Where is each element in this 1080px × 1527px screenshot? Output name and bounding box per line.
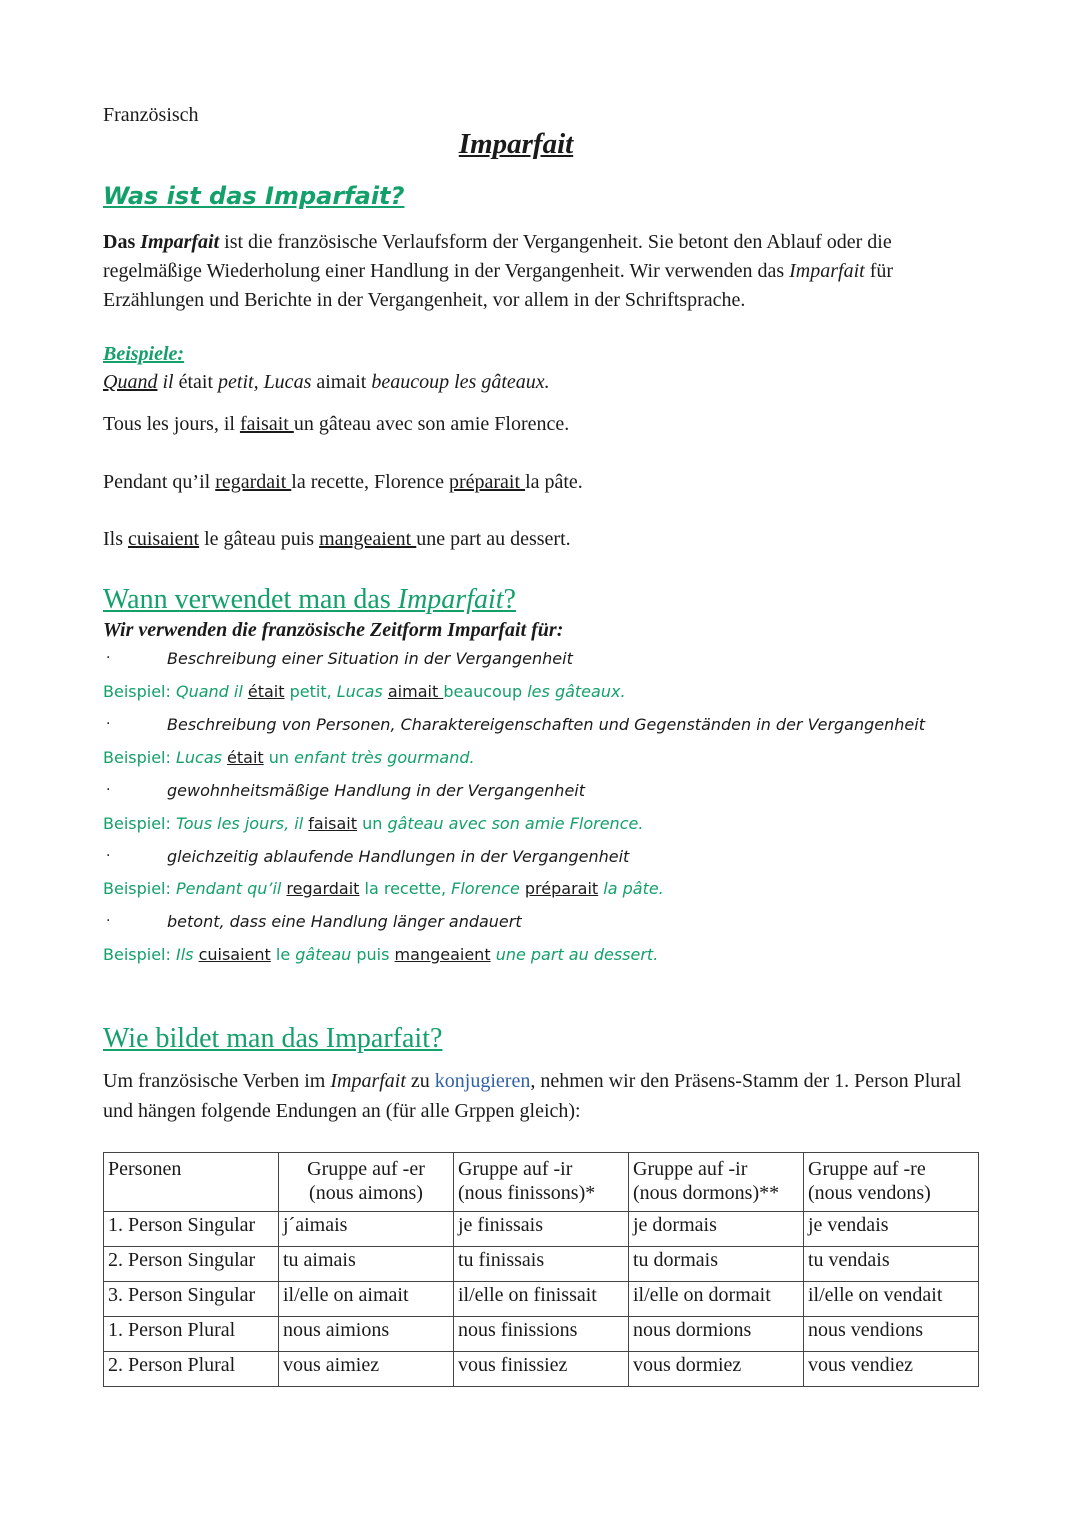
- usage-example-4: [103, 879, 664, 898]
- ex4-verb: cuisaient: [128, 528, 200, 550]
- ex-part: le: [270, 945, 296, 964]
- text-part: Imparfait: [330, 1070, 406, 1092]
- table-cell: nous aimions: [279, 1317, 454, 1352]
- header-text: (nous aimons): [309, 1182, 423, 1204]
- ex-part: Tous les jours, il: [175, 814, 309, 833]
- ex-label: Beispiel:: [103, 879, 176, 898]
- ex1-part: beaucoup les gâteaux.: [366, 371, 550, 393]
- intro-text-2: für Erzählungen und Berichte in der Vergangenheit, vor allem in der Schriftsprache.: [103, 260, 894, 311]
- ex2-part: Tous les jours, il: [103, 413, 240, 435]
- ex1-part: Quand: [103, 371, 158, 393]
- ex3-verb: préparait: [448, 471, 526, 493]
- ex-part: un: [263, 748, 295, 767]
- header-cell: [454, 1153, 629, 1212]
- ex4-verb: mangeaient: [319, 528, 417, 550]
- text-part: , nehmen wir den Präsens-Stamm der 1. Person Plural und hängen folgende Endungen an (für alle Grppen gleich):: [103, 1070, 962, 1122]
- ex3-part: Pendant qu’il: [103, 471, 216, 493]
- table-row: [104, 1247, 979, 1282]
- ex3-verb: regardait: [215, 471, 292, 493]
- ex-part: enfant très gourmand.: [294, 748, 475, 767]
- header-text: Gruppe auf -er: [307, 1158, 425, 1180]
- bullet-5: ·: [106, 913, 111, 929]
- ex-verb: était: [247, 682, 285, 701]
- usage-example-5: [103, 945, 658, 964]
- table-cell: il/elle on dormait: [629, 1282, 804, 1317]
- example-sentence-3: [103, 471, 583, 494]
- table-row: [104, 1282, 979, 1317]
- usage-item-2: Beschreibung von Personen, Charaktereigenschaften und Gegenständen in der Vergangenheit: [167, 715, 925, 734]
- section-heading-how: Wie bildet man das Imparfait?: [103, 1023, 443, 1054]
- table-cell: tu finissais: [454, 1247, 629, 1282]
- ex2-verb: faisait: [239, 413, 294, 435]
- header-text: (nous finissons)*: [458, 1182, 596, 1204]
- ex-part: petit,: [284, 682, 337, 701]
- intro-bold-italic: Imparfait: [140, 231, 220, 253]
- ex2-part: un gâteau avec son amie Florence.: [293, 413, 570, 435]
- header-cell: [279, 1153, 454, 1212]
- example-sentence-4: [103, 528, 571, 551]
- table-cell: tu dormais: [629, 1247, 804, 1282]
- formation-paragraph: [103, 1066, 963, 1126]
- header-text: Gruppe auf -re: [808, 1158, 926, 1180]
- section-heading-when: [103, 584, 516, 616]
- heading-part: ?: [503, 584, 516, 615]
- table-cell: j´aimais: [279, 1212, 454, 1247]
- text-part: Um französische Verben im: [103, 1070, 331, 1092]
- ex-part: Lucas: [175, 748, 228, 767]
- ex1-verb: était: [178, 371, 214, 393]
- table-row: [104, 1352, 979, 1387]
- ex-label: Beispiel:: [103, 748, 176, 767]
- ex-part: gâteau: [295, 945, 357, 964]
- table-cell: vous vendiez: [804, 1352, 979, 1387]
- konjugieren-link[interactable]: konjugieren: [434, 1070, 531, 1092]
- table-cell: vous finissiez: [454, 1352, 629, 1387]
- examples-label: Beispiele:: [103, 343, 185, 365]
- ex-part: les gâteaux.: [527, 682, 626, 701]
- table-cell: nous finissions: [454, 1317, 629, 1352]
- table-cell: il/elle on finissait: [454, 1282, 629, 1317]
- ex-part: puis: [356, 945, 395, 964]
- text-part: zu: [405, 1070, 435, 1092]
- table-header-row: [104, 1153, 979, 1212]
- table-cell: 2. Person Singular: [104, 1247, 279, 1282]
- header-cell: [104, 1153, 279, 1212]
- heading-part: Wann verwendet man das: [103, 584, 398, 615]
- usage-subheading: Wir verwenden die französische Zeitform Imparfait für:: [103, 619, 564, 641]
- table-cell: il/elle on vendait: [804, 1282, 979, 1317]
- table-cell: 2. Person Plural: [104, 1352, 279, 1387]
- bullet-4: ·: [106, 848, 111, 864]
- header-cell: [804, 1153, 979, 1212]
- example-sentence-2: [103, 413, 569, 436]
- bullet-1: ·: [106, 650, 111, 666]
- ex-part: Florence: [451, 879, 525, 898]
- ex-part: une part au dessert.: [495, 945, 659, 964]
- ex-part: Pendant qu’il: [175, 879, 287, 898]
- ex-part: la recette,: [359, 879, 452, 898]
- ex4-part: le gâteau puis: [199, 528, 320, 550]
- table-cell: je vendais: [804, 1212, 979, 1247]
- table-cell: nous vendions: [804, 1317, 979, 1352]
- ex-verb: préparait: [524, 879, 599, 898]
- ex1-verb: aimait: [316, 371, 367, 393]
- ex1-part: petit, Lucas: [213, 371, 317, 393]
- header-text: (nous vendons): [808, 1182, 931, 1204]
- ex-verb: mangeaient: [394, 945, 491, 964]
- table-cell: 3. Person Singular: [104, 1282, 279, 1317]
- ex-part: Ils: [175, 945, 199, 964]
- ex3-part: la pâte.: [525, 471, 583, 493]
- bullet-3: ·: [106, 782, 111, 798]
- ex3-part: la recette, Florence: [291, 471, 449, 493]
- table-cell: je dormais: [629, 1212, 804, 1247]
- table-row: [104, 1317, 979, 1352]
- header-text: (nous dormons)**: [633, 1182, 780, 1204]
- ex4-part: Ils: [103, 528, 128, 550]
- usage-item-1: Beschreibung einer Situation in der Vergangenheit: [167, 649, 573, 668]
- ex1-part: il: [157, 371, 179, 393]
- ex-part: beaucoup: [443, 682, 528, 701]
- heading-part: Imparfait: [397, 584, 504, 615]
- ex4-part: une part au dessert.: [416, 528, 571, 550]
- usage-example-2: [103, 748, 475, 767]
- intro-bold: Das: [103, 231, 141, 253]
- table-cell: 1. Person Singular: [104, 1212, 279, 1247]
- ex-part: la pâte.: [603, 879, 664, 898]
- header-text: Gruppe auf -ir: [633, 1158, 748, 1180]
- usage-item-3: gewohnheitsmäßige Handlung in der Vergangenheit: [167, 781, 586, 800]
- ex-part: un: [357, 814, 388, 833]
- table-cell: tu aimais: [279, 1247, 454, 1282]
- ex-verb: faisait: [308, 814, 358, 833]
- ex-part: Quand il: [175, 682, 248, 701]
- section-heading-what: Was ist das Imparfait?: [103, 182, 405, 210]
- conjugation-table: [103, 1152, 979, 1387]
- ex-verb: était: [227, 748, 264, 767]
- usage-item-5: betont, dass eine Handlung länger andauert: [167, 912, 522, 931]
- ex-verb: cuisaient: [198, 945, 271, 964]
- ex-verb: aimait: [387, 682, 444, 701]
- header-cell: [629, 1153, 804, 1212]
- ex-verb: regardait: [286, 879, 360, 898]
- usage-item-4: gleichzeitig ablaufende Handlungen in der Vergangenheit: [167, 847, 630, 866]
- table-row: [104, 1212, 979, 1247]
- table-cell: il/elle on aimait: [279, 1282, 454, 1317]
- usage-example-3: [103, 814, 643, 833]
- table-cell: vous dormiez: [629, 1352, 804, 1387]
- table-cell: je finissais: [454, 1212, 629, 1247]
- example-sentence-1: [103, 371, 550, 394]
- table-cell: tu vendais: [804, 1247, 979, 1282]
- header-text: Personen: [108, 1158, 182, 1180]
- usage-example-1: [103, 682, 626, 701]
- ex-part: gâteau avec son amie Florence.: [387, 814, 644, 833]
- intro-text-1: ist die französische Verlaufsform der Vergangenheit. Sie betont den Ablauf oder die regelmäßige Wiederholung einer Handlung in der Vergangenheit. Wir verwenden das: [103, 231, 892, 282]
- bullet-2: ·: [106, 716, 111, 732]
- ex-label: Beispiel:: [103, 814, 176, 833]
- intro-italic: Imparfait: [789, 260, 865, 282]
- ex-label: Beispiel:: [103, 945, 176, 964]
- table-cell: nous dormions: [629, 1317, 804, 1352]
- header-text: Gruppe auf -ir: [458, 1158, 573, 1180]
- subject-label: Französisch: [103, 104, 199, 126]
- table-cell: 1. Person Plural: [104, 1317, 279, 1352]
- ex-part: Lucas: [336, 682, 383, 701]
- ex-label: Beispiel:: [103, 682, 176, 701]
- intro-paragraph: [103, 228, 973, 315]
- page-title: Imparfait: [458, 128, 574, 160]
- table-cell: vous aimiez: [279, 1352, 454, 1387]
